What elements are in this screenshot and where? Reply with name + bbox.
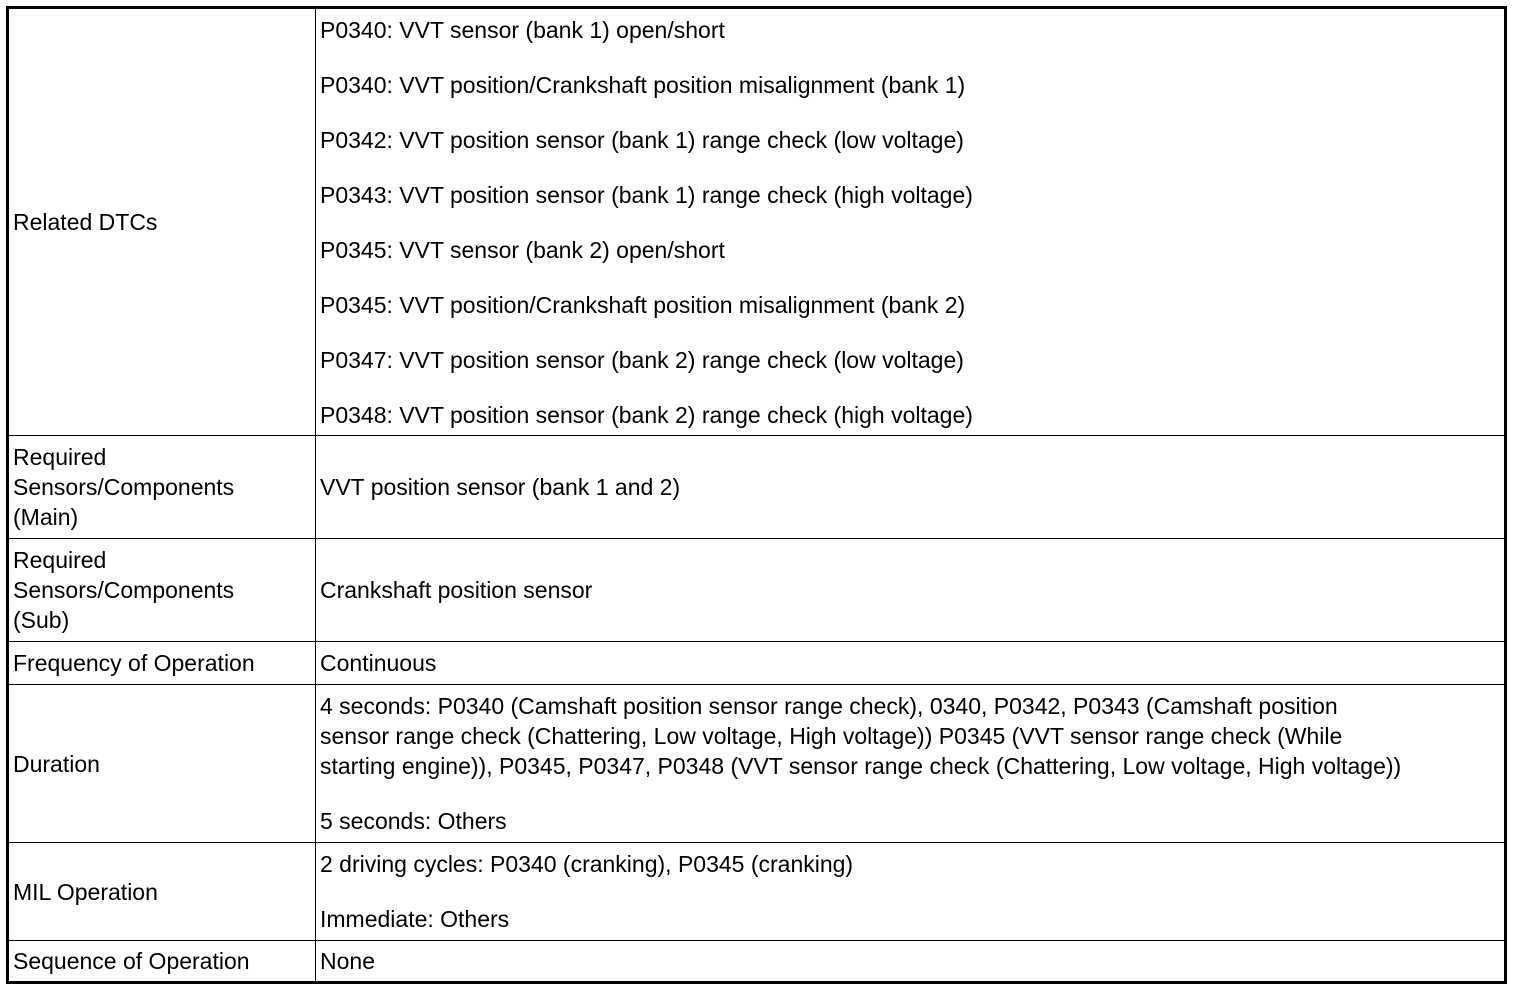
frequency-value: Continuous: [316, 642, 1506, 685]
required-main-label: Required Sensors/Components (Main): [8, 436, 316, 539]
related-dtcs-label: Related DTCs: [8, 8, 316, 436]
mil-value: [316, 843, 1506, 941]
table-row-required-sub: [8, 539, 1506, 642]
duration-others: 5 seconds: Others: [320, 808, 507, 834]
table-row-related-dtcs: [8, 8, 1506, 436]
dtc-list: [320, 15, 1500, 430]
mil-label: MIL Operation: [8, 843, 316, 941]
mil-second: Immediate: Others: [320, 906, 510, 932]
dtc-item: P0345: VVT sensor (bank 2) open/short: [320, 236, 725, 263]
table-row-sequence: [8, 941, 1506, 983]
table-row-required-main: [8, 436, 1506, 539]
required-main-value: VVT position sensor (bank 1 and 2): [316, 436, 1506, 539]
dtc-item: P0342: VVT position sensor (bank 1) range check (low voltage): [320, 126, 964, 153]
dtc-item: P0340: VVT position/Crankshaft position misalignment (bank 1): [320, 71, 966, 98]
duration-line: 4 seconds: P0340 (Camshaft position sensor range check), 0340, P0342, P0343 (Camshaft position: [320, 693, 1338, 719]
duration-label: Duration: [8, 685, 316, 843]
duration-line: starting engine)), P0345, P0347, P0348 (VVT sensor range check (Chattering, Low voltage, High voltage)): [320, 753, 1402, 779]
table-row-frequency: [8, 642, 1506, 685]
sequence-label: Sequence of Operation: [8, 941, 316, 983]
duration-line: sensor range check (Chattering, Low voltage, High voltage)) P0345 (VVT sensor range check (While: [320, 723, 1343, 749]
related-dtcs-value: [316, 8, 1506, 436]
frequency-label: Frequency of Operation: [8, 642, 316, 685]
table-row-duration: [8, 685, 1506, 843]
dtc-item: P0343: VVT position sensor (bank 1) range check (high voltage): [320, 181, 973, 208]
mil-first: 2 driving cycles: P0340 (cranking), P0345 (cranking): [320, 851, 854, 877]
duration-value: [316, 685, 1506, 843]
dtc-item: P0345: VVT position/Crankshaft position misalignment (bank 2): [320, 291, 966, 318]
dtc-item: P0348: VVT position sensor (bank 2) range check (high voltage): [320, 401, 973, 428]
required-sub-label: Required Sensors/Components (Sub): [8, 539, 316, 642]
dtc-item: P0347: VVT position sensor (bank 2) range check (low voltage): [320, 346, 964, 373]
monitor-spec-table: [6, 6, 1507, 984]
dtc-item: P0340: VVT sensor (bank 1) open/short: [320, 16, 725, 43]
required-sub-value: Crankshaft position sensor: [316, 539, 1506, 642]
table-row-mil: [8, 843, 1506, 941]
sequence-value: None: [316, 941, 1506, 983]
